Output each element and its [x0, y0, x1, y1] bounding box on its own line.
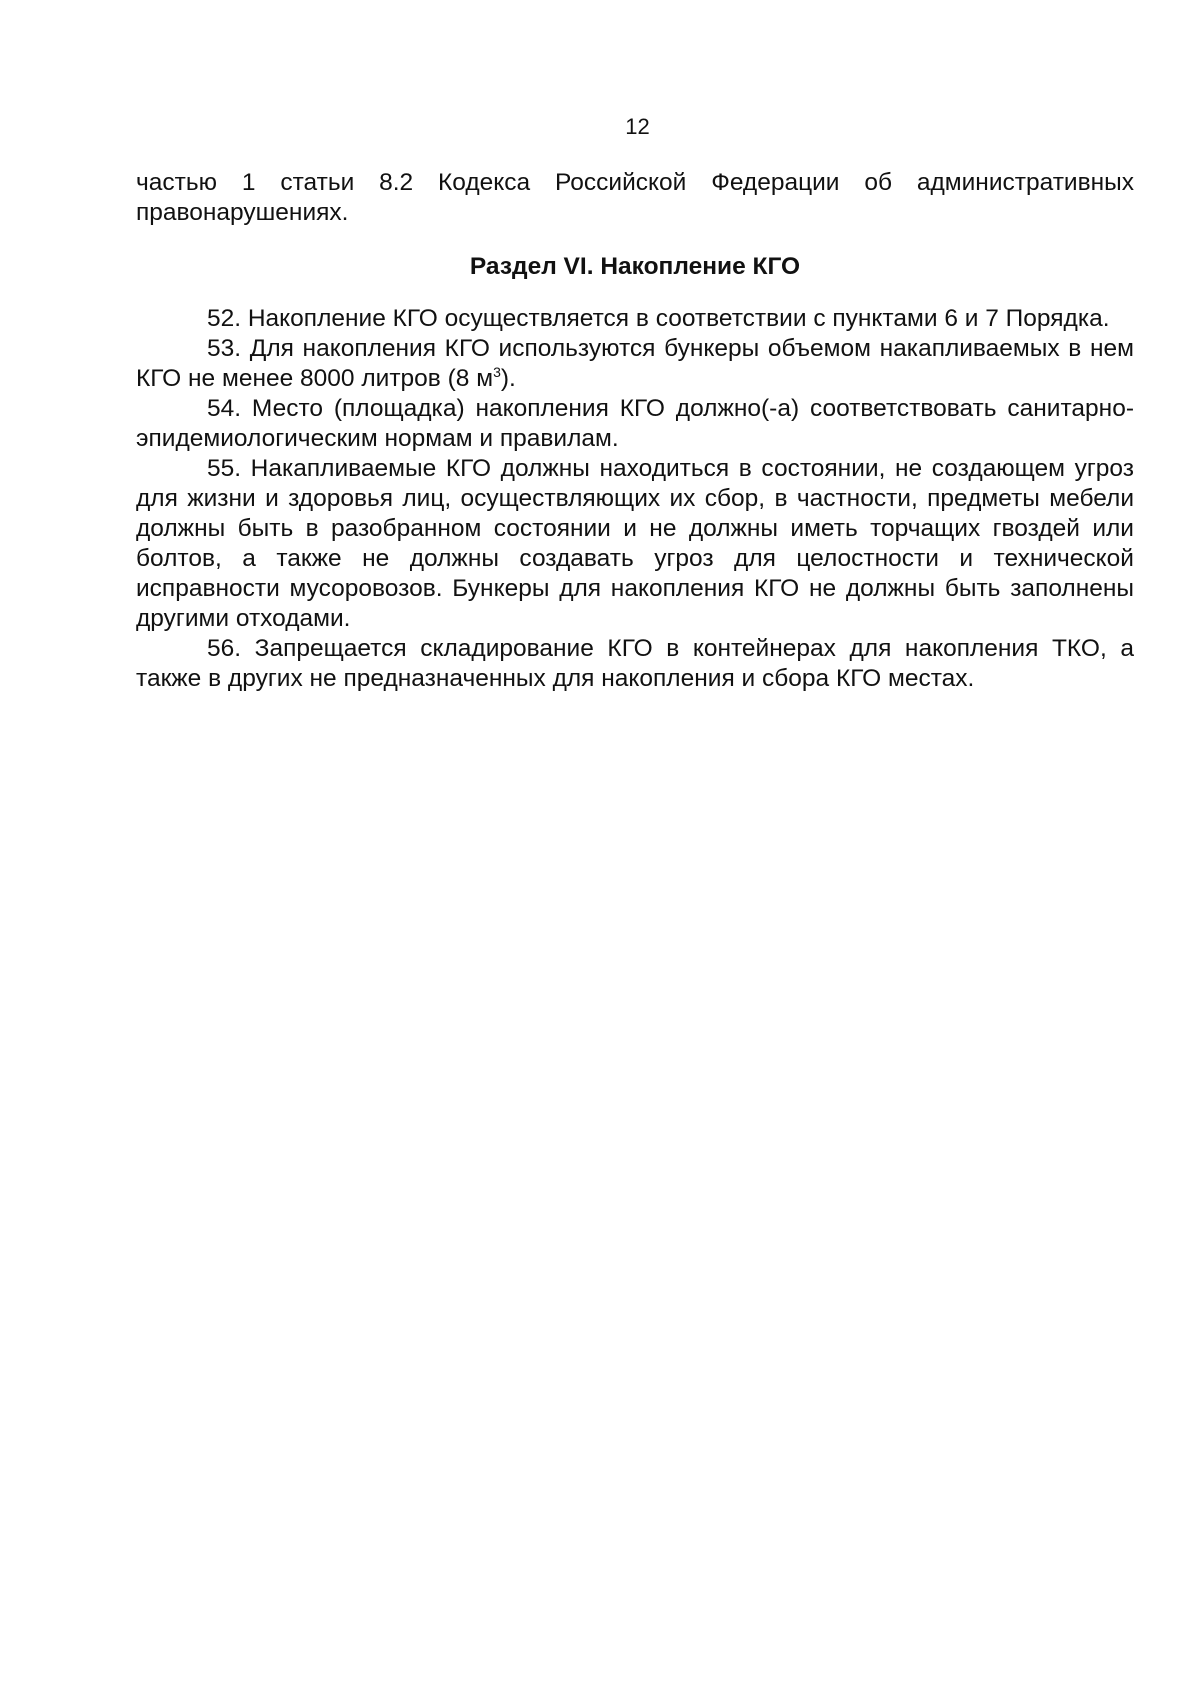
page-number: 12 — [625, 114, 650, 139]
paragraph-56: 56. Запрещается складирование КГО в контейнерах для накопления ТКО, а также в других не предназначенных для накопления и сбора КГО местах. — [136, 635, 1134, 692]
document-body — [136, 168, 1134, 694]
paragraph-53-superscript: 3 — [493, 363, 501, 380]
paragraph-55: 55. Накапливаемые КГО должны находиться в состоянии, не создающем угроз для жизни и здоровья лиц, осуществляющих их сбор, в частности, предметы мебели должны быть в разобранном состоянии и не должны иметь торчащих гвоздей или болтов, а также не должны создавать угроз для целостности и технической исправности мусоровозов. Бункеры для накопления КГО не должны быть заполнены другими отходами. — [136, 455, 1134, 632]
paragraph-53-end: ). — [500, 365, 516, 392]
paragraph-52: 52. Накопление КГО осуществляется в соответствии с пунктами 6 и 7 Порядка. — [207, 305, 1110, 332]
paragraph-53 — [136, 334, 1134, 394]
paragraph-54: 54. Место (площадка) накопления КГО должно(-а) соответствовать санитарно-эпидемиологическим нормам и правилам. — [136, 395, 1134, 452]
paragraph-53-text: 53. Для накопления КГО используются бункеры объемом накапливаемых в нем КГО не менее 8000 литров (8 м — [136, 335, 1134, 392]
section-heading: Раздел VI. Накопление КГО — [469, 253, 801, 280]
intro-paragraph: частью 1 статьи 8.2 Кодекса Российской Федерации об административных правонарушениях. — [136, 169, 1134, 226]
